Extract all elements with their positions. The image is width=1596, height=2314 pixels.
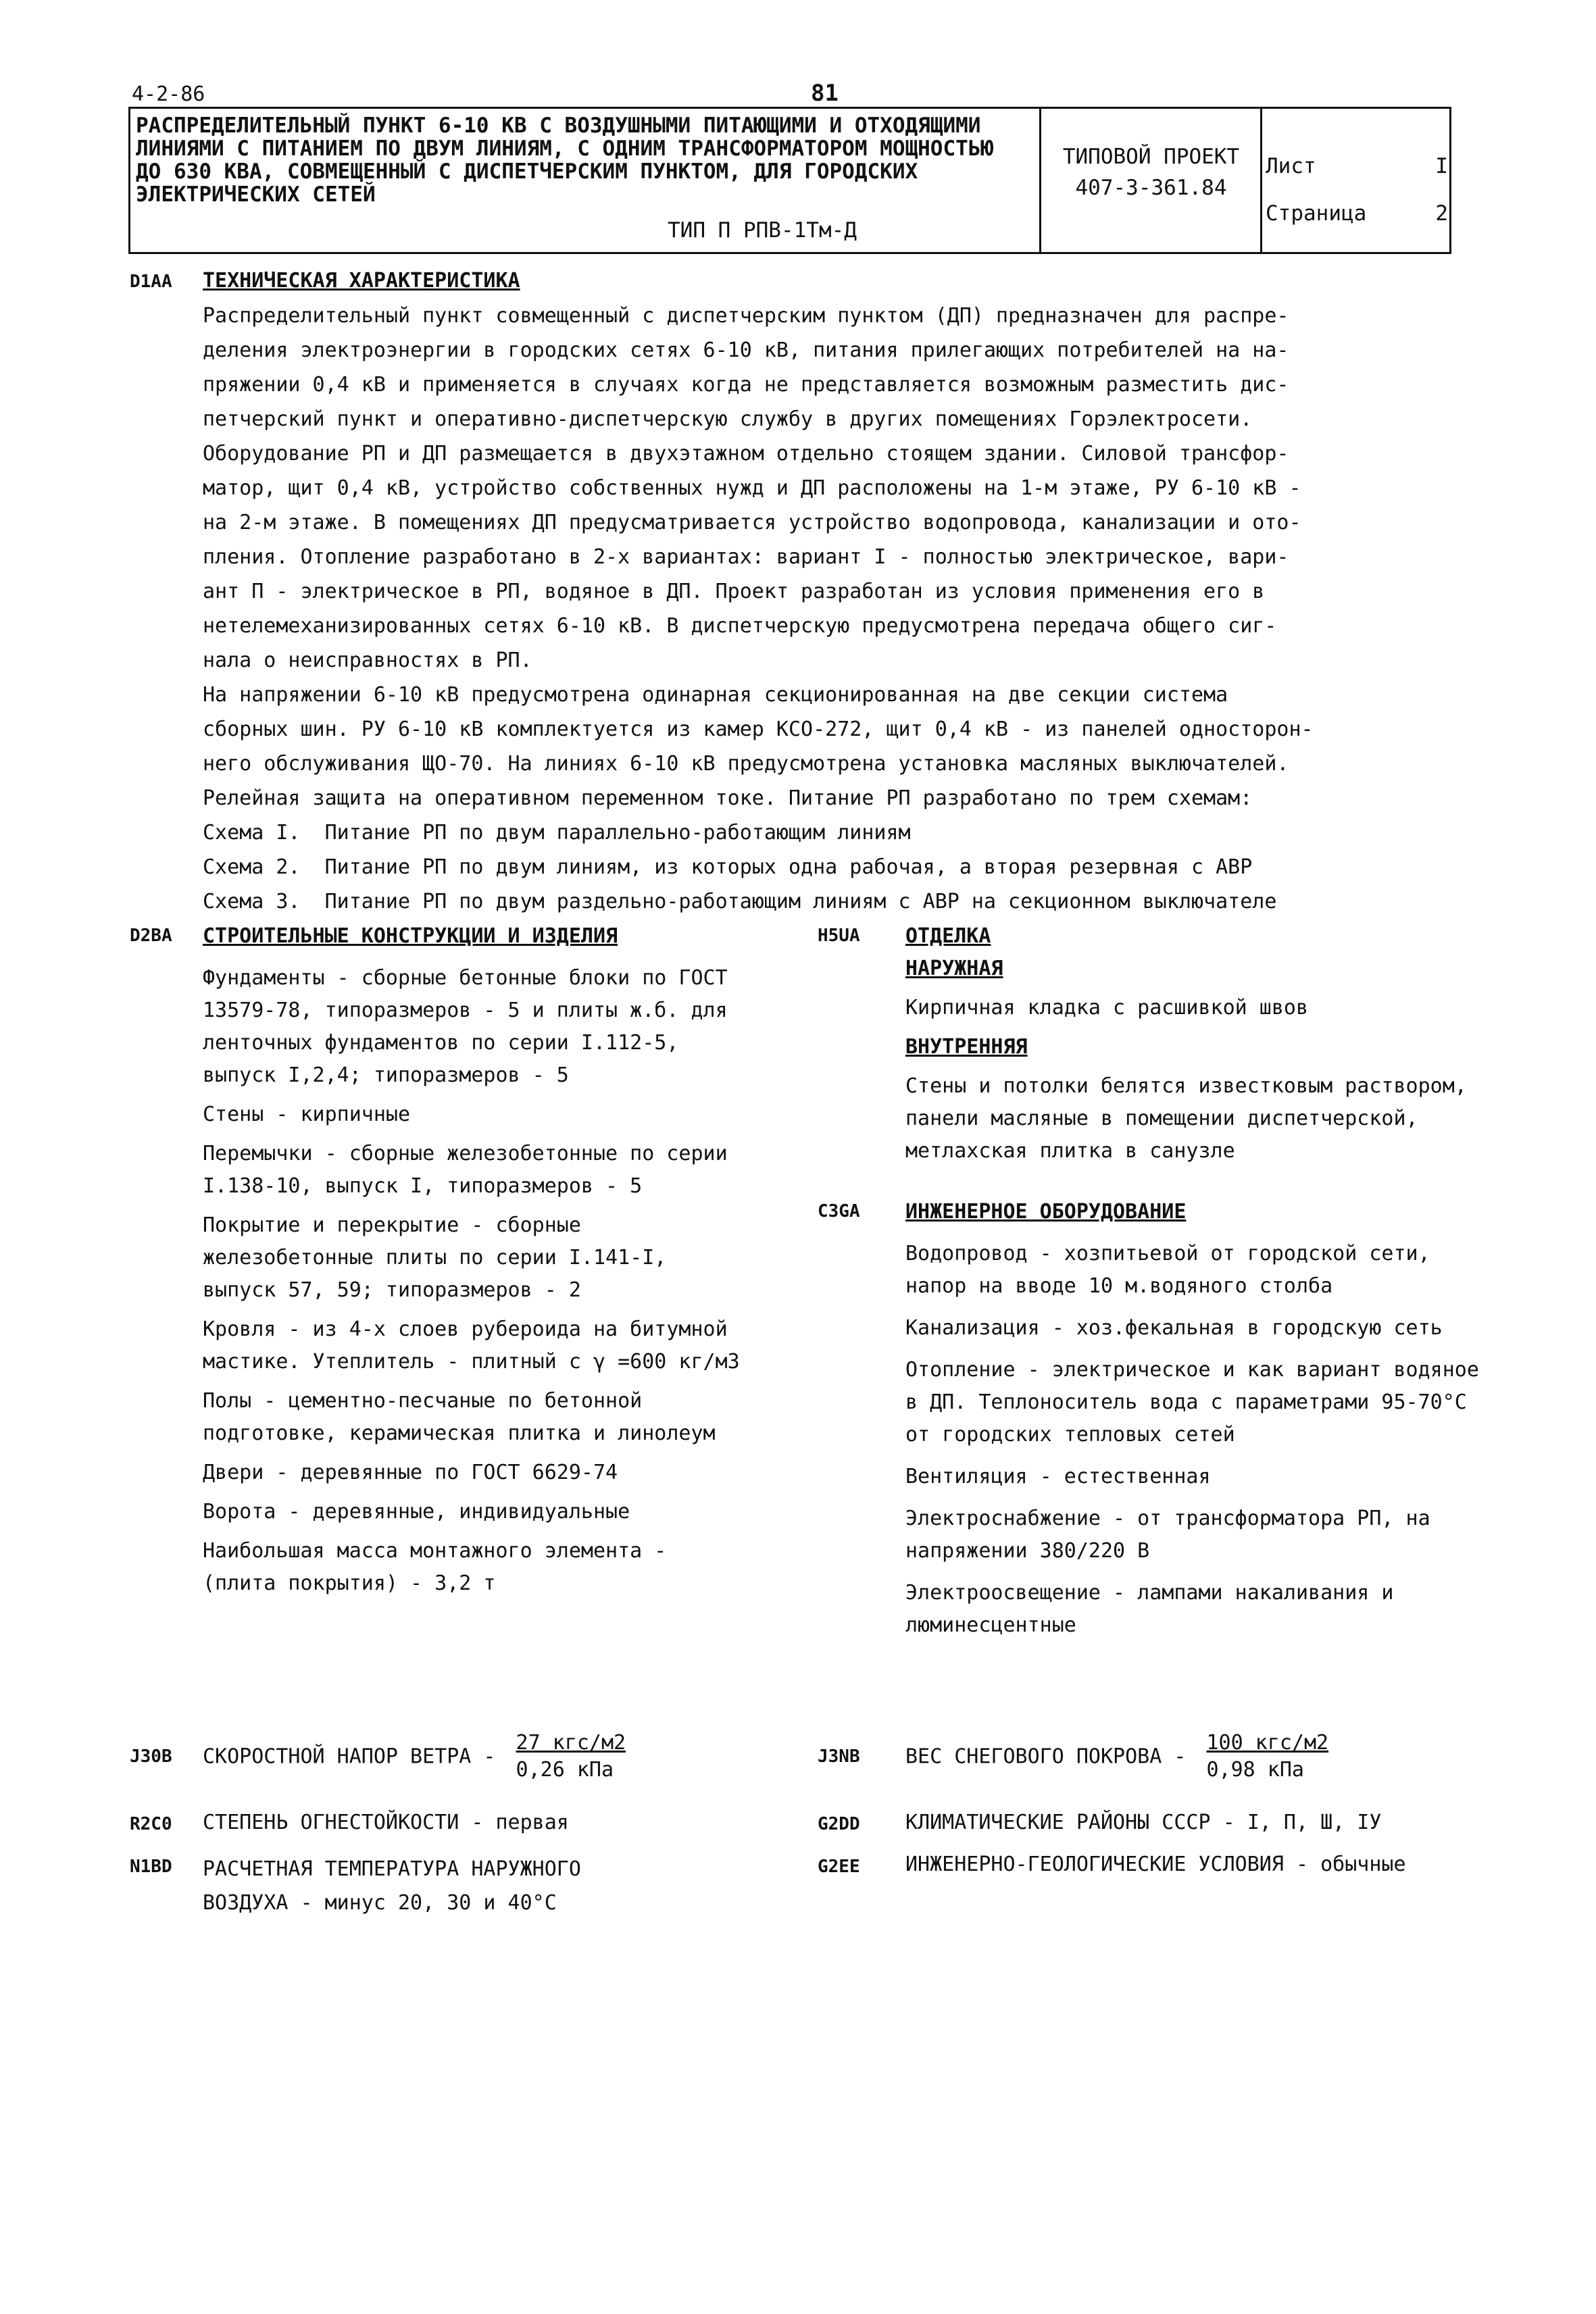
tech-line: Схема 2. Питание РП по двум линиям, из которых одна рабочая, а вторая резервная с АВР bbox=[203, 855, 1253, 879]
construction-section bbox=[203, 920, 750, 1607]
wind-load bbox=[203, 1730, 626, 1784]
section-code: J3NB bbox=[818, 1746, 860, 1767]
construction-item: Стены - кирпичные bbox=[203, 1103, 411, 1126]
construction-item: Ворота - деревянные, индивидуальные bbox=[203, 1500, 630, 1524]
design-temperature bbox=[203, 1853, 581, 1920]
temperature-line-2: ВОЗДУХА - минус 20, 30 и 40°С bbox=[203, 1891, 557, 1915]
temperature-line-1: РАСЧЕТНАЯ ТЕМПЕРАТУРА НАРУЖНОГО bbox=[203, 1857, 581, 1881]
section-code: R2C0 bbox=[130, 1814, 172, 1834]
section-code: C3GA bbox=[818, 1201, 860, 1222]
title-block bbox=[128, 107, 1451, 254]
project-number: 407-3-361.84 bbox=[1075, 176, 1227, 200]
engineering-item: Водопровод - хозпитьевой от городской сети, напор на вводе 10 м.водяного столба bbox=[905, 1242, 1430, 1298]
finish-int-heading: ВНУТРЕННЯЯ bbox=[905, 1035, 1028, 1059]
sheet-cell bbox=[1266, 143, 1448, 237]
page-label: Страница bbox=[1266, 201, 1367, 226]
wind-value-kgs: 27 кгс/м2 bbox=[516, 1731, 626, 1755]
type-designation: ТИП П РПВ-1Тм-Д bbox=[668, 218, 857, 243]
construction-item: Наибольшая масса монтажного элемента - (плита покрытия) - 3,2 т bbox=[203, 1539, 667, 1595]
geological-conditions: ИНЖЕНЕРНО-ГЕОЛОГИЧЕСКИЕ УСЛОВИЯ - обычные bbox=[905, 1853, 1406, 1876]
engineering-section bbox=[905, 1196, 1487, 1651]
tech-line: петчерский пункт и оперативно-диспетчерскую службу в других помещениях Горэлектросети. bbox=[203, 407, 1253, 431]
engineering-item: Электроосвещение - лампами накаливания и люминесцентные bbox=[905, 1581, 1394, 1637]
tech-line: Схема I. Питание РП по двум параллельно-работающим линиям bbox=[203, 821, 911, 845]
construction-item: Фундаменты - сборные бетонные блоки по ГОСТ 13579-78, типоразмеров - 5 и плиты ж.б. для ленточных фундаментов по серии I.112-5, выпуск I,2,4; типоразмеров - 5 bbox=[203, 966, 728, 1087]
finish-ext-heading: НАРУЖНАЯ bbox=[905, 957, 1003, 980]
project-label: ТИПОВОЙ ПРОЕКТ bbox=[1062, 145, 1240, 169]
page-number: 81 bbox=[811, 80, 839, 107]
tech-heading: ТЕХНИЧЕСКАЯ ХАРАКТЕРИСТИКА bbox=[203, 269, 520, 293]
tech-line: нетелемеханизированных сетях 6-10 кВ. В диспетчерскую предусмотрена передача общего сиг- bbox=[203, 614, 1277, 638]
snow-value-kgs: 100 кгс/м2 bbox=[1206, 1731, 1329, 1755]
tech-line: него обслуживания ЩО-70. На линиях 6-10 кВ предусмотрена установка масляных выключателей. bbox=[203, 752, 1289, 776]
section-code: D1AA bbox=[130, 272, 172, 292]
tech-line: деления электроэнергии в городских сетях 6-10 кВ, питания прилегающих потребителей на на- bbox=[203, 338, 1289, 362]
finish-int-text: Стены и потолки белятся известковым раствором, панели масляные в помещении диспетчерской, метлахская плитка в санузле bbox=[905, 1074, 1467, 1163]
engineering-item: Отопление - электрическое и как вариант водяное в ДП. Теплоноситель вода с параметрами 95-70°С от городских тепловых сетей bbox=[905, 1358, 1479, 1447]
construction-item: Полы - цементно-песчаные по бетонной подготовке, керамическая плитка и линолеум bbox=[203, 1389, 716, 1445]
wind-value-kpa: 0,26 кПа bbox=[516, 1758, 614, 1782]
construction-item: Двери - деревянные по ГОСТ 6629-74 bbox=[203, 1461, 618, 1484]
sheet-label: Лист bbox=[1266, 154, 1316, 178]
tech-line: пления. Отопление разработано в 2-х вариантах: вариант I - полностью электрическое, вари- bbox=[203, 545, 1289, 569]
engineering-heading: ИНЖЕНЕРНОЕ ОБОРУДОВАНИЕ bbox=[905, 1200, 1187, 1224]
fire-resistance: СТЕПЕНЬ ОГНЕСТОЙКОСТИ - первая bbox=[203, 1811, 569, 1834]
section-code: G2EE bbox=[818, 1857, 860, 1877]
construction-item: Перемычки - сборные железобетонные по серии I.138-10, выпуск I, типоразмеров - 5 bbox=[203, 1142, 728, 1198]
construction-heading: СТРОИТЕЛЬНЫЕ КОНСТРУКЦИИ И ИЗДЕЛИЯ bbox=[203, 924, 618, 948]
construction-item: Кровля - из 4-х слоев рубероида на битумной мастике. Утеплитель - плитный с γ =600 кг/м3 bbox=[203, 1317, 740, 1374]
tech-line: Релейная защита на оперативном переменном токе. Питание РП разработано по трем схемам: bbox=[203, 786, 1253, 810]
finish-heading: ОТДЕЛКА bbox=[905, 924, 991, 948]
section-code: D2BA bbox=[130, 926, 172, 946]
snow-value-kpa: 0,98 кПа bbox=[1206, 1758, 1304, 1782]
engineering-item: Электроснабжение - от трансформатора РП, на напряжении 380/220 В bbox=[905, 1507, 1430, 1563]
construction-item: Покрытие и перекрытие - сборные железобетонные плиты по серии I.141-I, выпуск 57, 59; типоразмеров - 2 bbox=[203, 1213, 667, 1302]
tech-line: сборных шин. РУ 6-10 кВ комплектуется из камер КСО-272, щит 0,4 кВ - из панелей односторон- bbox=[203, 718, 1314, 741]
project-cell bbox=[1048, 141, 1254, 203]
document-title: РАСПРЕДЕЛИТЕЛЬНЫЙ ПУНКТ 6-10 КВ С ВОЗДУШНЫМИ ПИТАЮЩИМИ И ОТХОДЯЩИМИ ЛИНИЯМИ С ПИТАНИЕМ ПО ДВУМ ЛИНИЯМ, С ОДНИМ ТРАНСФОРМАТОРОМ МОЩНОСТЬЮ ДО 630 КВА, СОВМЕЩЕННЫЙ С ДИСПЕТЧЕРСКИМ ПУНКТОМ, ДЛЯ ГОРОДСКИХ ЭЛЕКТРИЧЕСКИХ СЕТЕЙ bbox=[136, 114, 994, 207]
section-code: J30B bbox=[130, 1746, 172, 1767]
tech-line: Схема 3. Питание РП по двум раздельно-работающим линиям с АВР на секционном выключателе bbox=[203, 890, 1277, 913]
sheet-value: I bbox=[1435, 154, 1448, 178]
section-code: N1BD bbox=[130, 1857, 172, 1877]
climatic-regions: КЛИМАТИЧЕСКИЕ РАЙОНЫ СССР - I, П, Ш, IУ bbox=[905, 1811, 1382, 1834]
finish-section bbox=[905, 920, 1487, 1167]
tech-line: Оборудование РП и ДП размещается в двухэтажном отдельно стоящем здании. Силовой трансфор- bbox=[203, 442, 1289, 466]
tech-line: пряжении 0,4 кВ и применяется в случаях когда не представляется возможным разместить дис- bbox=[203, 373, 1289, 397]
engineering-item: Вентиляция - естественная bbox=[905, 1465, 1211, 1488]
tech-line: нала о неисправностях в РП. bbox=[203, 649, 532, 672]
finish-ext-text: Кирпичная кладка с расшивкой швов bbox=[905, 996, 1309, 1020]
wind-label: СКОРОСТНОЙ НАПОР ВЕТРА - bbox=[203, 1744, 496, 1769]
document-code: 4-2-86 bbox=[132, 82, 205, 106]
tech-line: ант П - электрическое в РП, водяное в ДП. Проект разработан из условия применения его в bbox=[203, 580, 1265, 603]
section-code: H5UA bbox=[818, 926, 860, 946]
engineering-item: Канализация - хоз.фекальная в городскую сеть bbox=[905, 1316, 1443, 1340]
snow-label: ВЕС СНЕГОВОГО ПОКРОВА - bbox=[905, 1744, 1187, 1769]
section-code: G2DD bbox=[818, 1814, 860, 1834]
page-value: 2 bbox=[1435, 201, 1448, 226]
tech-line: матор, щит 0,4 кВ, устройство собственных нужд и ДП расположены на 1-м этаже, РУ 6-10 кВ - bbox=[203, 476, 1301, 500]
tech-line: Распределительный пункт совмещенный с диспетчерским пунктом (ДП) предназначен для распре- bbox=[203, 304, 1289, 328]
snow-load bbox=[905, 1730, 1328, 1784]
tech-line: на 2-м этаже. В помещениях ДП предусматривается устройство водопровода, канализации и ото- bbox=[203, 511, 1301, 534]
tech-line: На напряжении 6-10 кВ предусмотрена одинарная секционированная на две секции система bbox=[203, 683, 1228, 707]
